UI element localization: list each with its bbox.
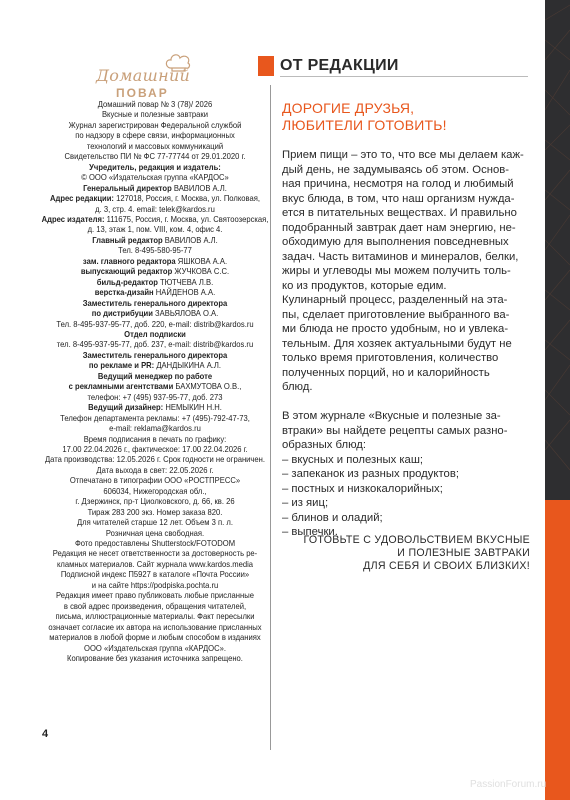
imprint-line (40, 590, 270, 600)
section-marker (258, 56, 274, 76)
imprint-line (40, 120, 270, 130)
body-line: дый день, не задумываясь об этом. Основ- (282, 163, 510, 176)
editorial-closing (262, 534, 530, 573)
imprint-line (40, 622, 270, 632)
body-line: В этом журнале «Вкусные и полезные за- (282, 410, 501, 422)
imprint-text: ДАНДЫКИНА А.Л. (154, 360, 222, 371)
body-line: обходимую для выполнения повседневных (282, 236, 509, 248)
imprint-line (40, 538, 270, 548)
imprint-text: Свидетельство ПИ № ФС 77-77744 от 29.01.2020 г. (64, 151, 246, 162)
imprint-line (40, 99, 270, 109)
body-line: тельным. Для хозяек актуальными будут не (282, 337, 512, 350)
closing-line: ГОТОВЬТЕ С УДОВОЛЬСТВИЕМ ВКУСНЫЕ (303, 534, 530, 546)
body-line: ми блюда не просто удобным, но и увлека- (282, 323, 509, 335)
imprint-text: ЯШКОВА А.А. (175, 255, 228, 266)
imprint-label: Отдел подписки (124, 328, 186, 339)
imprint-text: Тираж 283 200 экз. Номер заказа 820. (87, 506, 223, 517)
imprint-text: Копирование без указания источника запрещено. (67, 653, 243, 664)
imprint-text: письма, иллюстрационные материалы. Факт пересылки (55, 611, 255, 622)
body-line: пы, сделает приготовление выбранного ва- (282, 308, 510, 321)
imprint-text: ВАВИЛОВ А.Л. (171, 182, 227, 193)
imprint-line (40, 392, 270, 402)
imprint-label: Учредитель, редакция и издатель: (89, 161, 221, 172)
column-divider (270, 85, 271, 750)
imprint-text: тел. 8-495-937-95-77, доб. 237, e-mail: distrib@kardos.ru (56, 339, 254, 350)
imprint-label: Заместитель генерального директора (82, 349, 228, 360)
imprint-label: верстка-дизайн (94, 287, 154, 298)
section-rule (280, 76, 528, 77)
imprint-label: по дистрибуции (91, 308, 153, 319)
imprint-text: материалов в любой форме и любым способом в изданиях (49, 632, 261, 643)
imprint-line (40, 517, 270, 527)
imprint-text: означает согласие их автора на использование присланных (48, 621, 262, 632)
imprint-label: бильд-редактор (96, 276, 158, 287)
imprint-text: телефон: +7 (495) 937-95-77, доб. 273 (87, 391, 223, 402)
edge-pattern (545, 0, 570, 500)
imprint-line (40, 214, 270, 224)
imprint-label: Генеральный директор (83, 182, 172, 193)
closing-line: И ПОЛЕЗНЫЕ ЗАВТРАКИ (397, 547, 530, 559)
imprint-text: Для читателей старше 12 лет. Объем 3 п. л. (76, 517, 233, 528)
body-line: задач. Часть витаминов и минералов, белки, (282, 250, 519, 263)
imprint-line (40, 653, 270, 663)
body-line: образных блюд: (282, 439, 367, 451)
imprint-text: Редакция не несет ответственности за достоверность ре- (52, 548, 258, 559)
body-line: полученных порций, но и калорийность (282, 366, 490, 379)
imprint-label: Главный редактор (92, 234, 163, 245)
imprint-text: ВАВИЛОВ А.Л. (162, 234, 218, 245)
headline-line: ДОРОГИЕ ДРУЗЬЯ, (282, 100, 415, 116)
imprint-text: 606034, Нижегородская обл., (103, 485, 207, 496)
imprint-line (40, 193, 270, 203)
imprint-text: e-mail: reklama@kardos.ru (109, 423, 201, 434)
editorial-body (282, 148, 532, 540)
body-line: – постных и низкокалорийных; (282, 482, 443, 495)
imprint-line (40, 319, 270, 329)
body-line: подобранный завтрак дает нам энергию, не- (282, 221, 516, 234)
imprint-text: Дата производства: 12.05.2026 г. Срок годности не ограничен. (44, 454, 265, 465)
imprint-line (40, 172, 270, 182)
imprint-line (40, 224, 270, 234)
body-line: блюд. (282, 381, 313, 393)
imprint-line (40, 245, 270, 255)
imprint-line (40, 141, 270, 151)
imprint-line (40, 601, 270, 611)
imprint-line (40, 465, 270, 475)
headline-line: ЛЮБИТЕЛИ ГОТОВИТЬ! (282, 117, 447, 133)
imprint-block (40, 99, 270, 663)
imprint-text: Вкусные и полезные завтраки (101, 109, 209, 120)
edge-strip (545, 0, 570, 800)
imprint-line (40, 183, 270, 193)
imprint-text: ЖУЧКОВА С.С. (172, 266, 230, 277)
logo-script: Домашний (96, 66, 191, 85)
body-line: – выпечки. (282, 526, 338, 538)
imprint-line (40, 580, 270, 590)
imprint-label: Заместитель генерального директора (82, 297, 228, 308)
imprint-text: ЗАВЬЯЛОВА О.А. (152, 308, 219, 319)
imprint-label: Ведущий менеджер по работе (97, 370, 213, 381)
imprint-text: и на сайте https://podpiska.pochta.ru (91, 579, 219, 590)
imprint-line (40, 402, 270, 412)
imprint-line (40, 329, 270, 339)
imprint-text: Дата выхода в свет: 22.05.2026 г. (96, 464, 214, 475)
body-line: – из яиц; (282, 497, 329, 509)
imprint-text: Тел. 8-495-580-95-77 (118, 245, 192, 256)
imprint-line (40, 339, 270, 349)
imprint-text: 111675, Россия, г. Москва, ул. Святоозерская, (104, 213, 269, 224)
imprint-text: Фото предоставлены Shutterstock/FOTODOM (74, 538, 236, 549)
body-line: Кулинарный процесс, разделенный на эта- (282, 294, 508, 306)
imprint-text: Тел. 8-495-937-95-77, доб. 220, e-mail: distrib@kardos.ru (56, 318, 254, 329)
imprint-line (40, 434, 270, 444)
body-line: Прием пищи – это то, что все мы делаем каж- (282, 149, 524, 161)
imprint-label: выпускающий редактор (80, 266, 173, 277)
imprint-line (40, 350, 270, 360)
imprint-label: с рекламными агентствами (68, 381, 174, 392)
body-line: ная причина, несмотря на голод и любимый (282, 178, 514, 190)
body-line: – запеканок из разных продуктов; (282, 468, 459, 480)
body-line: ется в питательных веществах. И правильно (282, 207, 517, 219)
imprint-text: Журнал зарегистрирован Федеральной службой (68, 119, 242, 130)
imprint-text: © ООО «Издательская группа «КАРДОС» (81, 172, 229, 183)
imprint-label: Ведущий дизайнер: (88, 402, 164, 413)
imprint-line (40, 204, 270, 214)
imprint-line (40, 475, 270, 485)
section-header (258, 56, 528, 76)
body-line: жиры и углеводы мы можем получить толь- (282, 265, 511, 277)
imprint-line (40, 528, 270, 538)
imprint-line (40, 611, 270, 621)
imprint-line (40, 643, 270, 653)
imprint-text: д. 13, этаж 1, пом. VIII, ком. 4, офис 4. (87, 224, 223, 235)
imprint-line (40, 559, 270, 569)
imprint-text: НЕМЫКИН Н.Н. (163, 402, 222, 413)
imprint-line (40, 235, 270, 245)
imprint-text: НАЙДЕНОВ А.А. (153, 287, 216, 298)
imprint-text: ТЮТЧЕВА Л.В. (157, 276, 214, 287)
imprint-label: Адрес издателя: (41, 213, 105, 224)
imprint-text: Розничная цена свободная. (105, 527, 205, 538)
imprint-line (40, 507, 270, 517)
imprint-line (40, 266, 270, 276)
imprint-text: Отпечатано в типографии ООО «РОСТПРЕСС» (69, 475, 241, 486)
imprint-line (40, 308, 270, 318)
imprint-line (40, 569, 270, 579)
imprint-line (40, 381, 270, 391)
imprint-text: 17.00 22.04.2026 г., фактическое: 17.00 22.04.2026 г. (62, 443, 248, 454)
edge-orange-band (545, 500, 570, 800)
imprint-text: технологий и массовых коммуникаций (86, 140, 224, 151)
imprint-line (40, 287, 270, 297)
imprint-line (40, 360, 270, 370)
body-line: втраки» вы найдете рецепты самых разно- (282, 424, 508, 437)
imprint-text: Телефон департамента рекламы: +7 (495)-792-47-73, (60, 412, 250, 423)
imprint-line (40, 151, 270, 161)
imprint-label: Адрес редакции: (50, 193, 114, 204)
closing-line: ДЛЯ СЕБЯ И СВОИХ БЛИЗКИХ! (363, 560, 530, 572)
section-title: ОТ РЕДАКЦИИ (280, 57, 399, 74)
imprint-label: зам. главного редактора (82, 255, 176, 266)
imprint-line (40, 298, 270, 308)
body-line: вкус блюда, в том, что наш организм нужда- (282, 192, 515, 205)
imprint-line (40, 413, 270, 423)
imprint-line (40, 371, 270, 381)
imprint-line (40, 486, 270, 496)
imprint-text: БАХМУТОВА О.В., (173, 381, 242, 392)
watermark: PassionForum.ru (470, 779, 547, 790)
imprint-text: г. Дзержинск, пр-т Циолковского, д. 66, кв. 26 (75, 496, 235, 507)
imprint-text: ООО «Издательская группа «КАРДОС». (84, 642, 226, 653)
page-number: 4 (42, 728, 49, 740)
body-line: только время приготовления, количество (282, 352, 499, 364)
imprint-text: в свой адрес произведения, обращения читателей, (63, 600, 247, 611)
imprint-text: кламных материалов. Сайт журнала www.kardos.media (56, 558, 254, 569)
imprint-text: Редакция имеет право публиковать любые присланные (56, 590, 254, 601)
imprint-line (40, 496, 270, 506)
body-line: ко из продуктов, которые едим. (282, 279, 447, 292)
editorial-headline (282, 100, 532, 134)
imprint-line (40, 256, 270, 266)
imprint-line (40, 109, 270, 119)
paragraph-gap (282, 395, 532, 410)
imprint-line (40, 277, 270, 287)
imprint-text: Домашний повар № 3 (78)/ 2026 (97, 99, 213, 109)
imprint-text: по надзору в сфере связи, информационных (75, 130, 235, 141)
imprint-line (40, 454, 270, 464)
imprint-text: д. 3, стр. 4. email: telek@kardos.ru (95, 203, 215, 214)
imprint-line (40, 444, 270, 454)
body-line: – вкусных и полезных каш; (282, 453, 424, 466)
imprint-line (40, 548, 270, 558)
body-line: – блинов и оладий; (282, 511, 383, 524)
imprint-label: по рекламе и PR: (88, 360, 155, 371)
imprint-text: 127018, Россия, г. Москва, ул. Полковая, (113, 193, 260, 204)
imprint-line (40, 130, 270, 140)
imprint-text: Время подписания в печать по графику: (83, 433, 227, 444)
imprint-line (40, 632, 270, 642)
imprint-line (40, 423, 270, 433)
imprint-text: Подписной индекс П5927 в каталоге «Почта России» (60, 569, 250, 580)
imprint-line (40, 162, 270, 172)
logo-word: ПОВАР (116, 86, 169, 100)
magazine-logo (96, 52, 236, 100)
